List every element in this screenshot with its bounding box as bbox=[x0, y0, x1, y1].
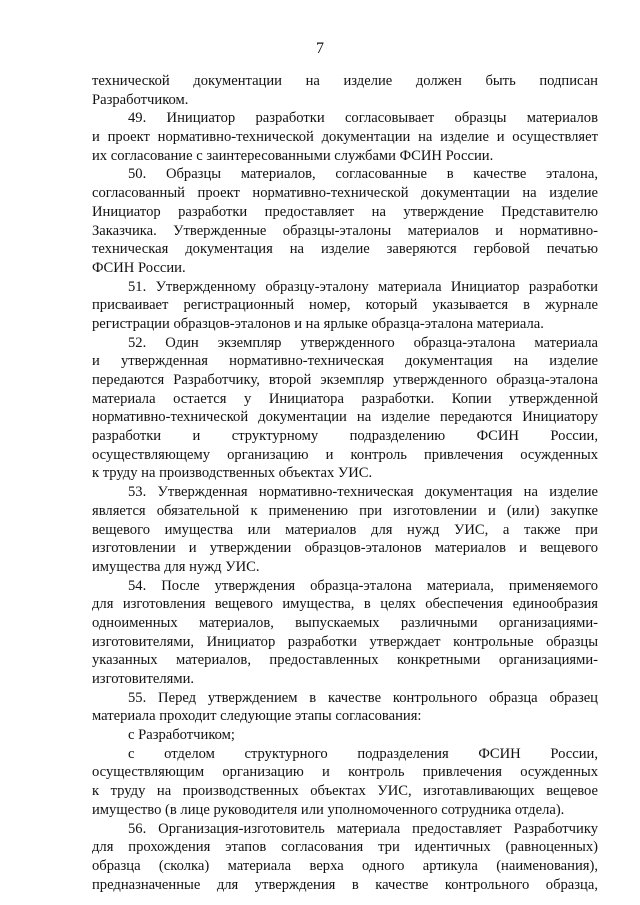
text-line: имущество (в лице руководителя или уполномоченного сотрудника отдела). bbox=[92, 801, 565, 818]
text-line: к труду на производственных объектах УИС, изготавливающих вещевое bbox=[92, 783, 598, 800]
text-line: их согласование с заинтересованными службами ФСИН России. bbox=[92, 147, 494, 164]
document-body bbox=[92, 72, 598, 894]
text-line: является обязательной к применению при изготовлении и (или) закупке bbox=[92, 502, 598, 519]
text-line: с Разработчиком; bbox=[128, 727, 235, 744]
text-line: 49. Инициатор разработки согласовывает образцы материалов bbox=[128, 110, 598, 127]
text-line: 53. Утвержденная нормативно-техническая документация на изделие bbox=[128, 484, 598, 501]
text-line: согласованный проект нормативно-технической документации на изделие bbox=[92, 185, 598, 202]
text-line: Заказчика. Утвержденные образцы-эталоны материалов и нормативно- bbox=[92, 222, 598, 239]
text-line: изготовителями. bbox=[92, 671, 195, 687]
text-line: имущества для нужд УИС. bbox=[92, 558, 260, 575]
text-line: ФСИН России. bbox=[92, 259, 186, 276]
text-line: изготовлении и утверждении образцов-эталонов материалов и вещевого bbox=[92, 540, 598, 557]
text-line: 51. Утвержденному образцу-эталону материала Инициатор разработки bbox=[128, 278, 598, 295]
text-line: осуществляющему организацию и контроль привлечения осужденных bbox=[92, 446, 598, 463]
text-line: разработки и структурному подразделению ФСИН России, bbox=[92, 428, 598, 445]
text-line: с отделом структурного подразделения ФСИН России, bbox=[128, 745, 598, 762]
text-line: предназначенные для утверждения в качестве контрольного образца, bbox=[92, 876, 598, 893]
text-line: 50. Образцы материалов, согласованные в качестве эталона, bbox=[128, 166, 598, 183]
text-line: образца (сколка) материала верха одного артикула (наименования), bbox=[92, 857, 598, 874]
text-line: 54. После утверждения образца-эталона материала, применяемого bbox=[128, 577, 598, 594]
text-line: и проект нормативно-технической документации на изделие и осуществляет bbox=[92, 129, 598, 146]
text-line: материала остается у Инициатора разработки. Копии утвержденной bbox=[92, 390, 598, 407]
text-line: вещевого имущества или материалов для нужд УИС, а также при bbox=[92, 521, 598, 538]
text-line: к труду на производственных объектах УИС. bbox=[92, 465, 373, 482]
text-line: нормативно-технической документации на изделие передаются Инициатору bbox=[92, 409, 598, 426]
text-line: осуществляющим организацию и контроль привлечения осужденных bbox=[92, 764, 598, 781]
text-line: для изготовления вещевого имущества, в целях обеспечения единообразия bbox=[92, 596, 598, 613]
text-line: указанных материалов, предоставленных конкретными организациями- bbox=[92, 652, 598, 669]
text-line: одноименных материалов, выпускаемых различными организациями- bbox=[92, 614, 598, 631]
text-line: присваивает регистрационный номер, который указывается в журнале bbox=[92, 297, 598, 314]
text-line: и утвержденная нормативно-техническая документация на изделие bbox=[92, 353, 598, 370]
text-line: Инициатор разработки предоставляет на утверждение Представителю bbox=[92, 203, 598, 220]
text-line: техническая документация на изделие заверяются гербовой печатью bbox=[92, 241, 598, 258]
text-line: 55. Перед утверждением в качестве контрольного образца образец bbox=[128, 689, 598, 706]
text-line: 52. Один экземпляр утвержденного образца-эталона материала bbox=[128, 334, 598, 351]
text-line: передаются Разработчику, второй экземпляр утвержденного образца-эталона bbox=[92, 372, 598, 388]
text-line: для прохождения этапов согласования три идентичных (равноценных) bbox=[92, 839, 598, 856]
text-line: регистрации образцов-эталонов и на ярлыке образца-эталона материала. bbox=[92, 315, 544, 332]
text-line: материала проходит следующие этапы согласования: bbox=[92, 708, 422, 725]
text-line: Разработчиком. bbox=[92, 91, 189, 108]
text-line: 56. Организация-изготовитель материала предоставляет Разработчику bbox=[128, 820, 598, 837]
text-line: изготовителями, Инициатор разработки утверждает контрольные образцы bbox=[92, 633, 598, 650]
page-number: 7 bbox=[316, 40, 324, 57]
text-line: технической документации на изделие должен быть подписан bbox=[92, 73, 598, 89]
